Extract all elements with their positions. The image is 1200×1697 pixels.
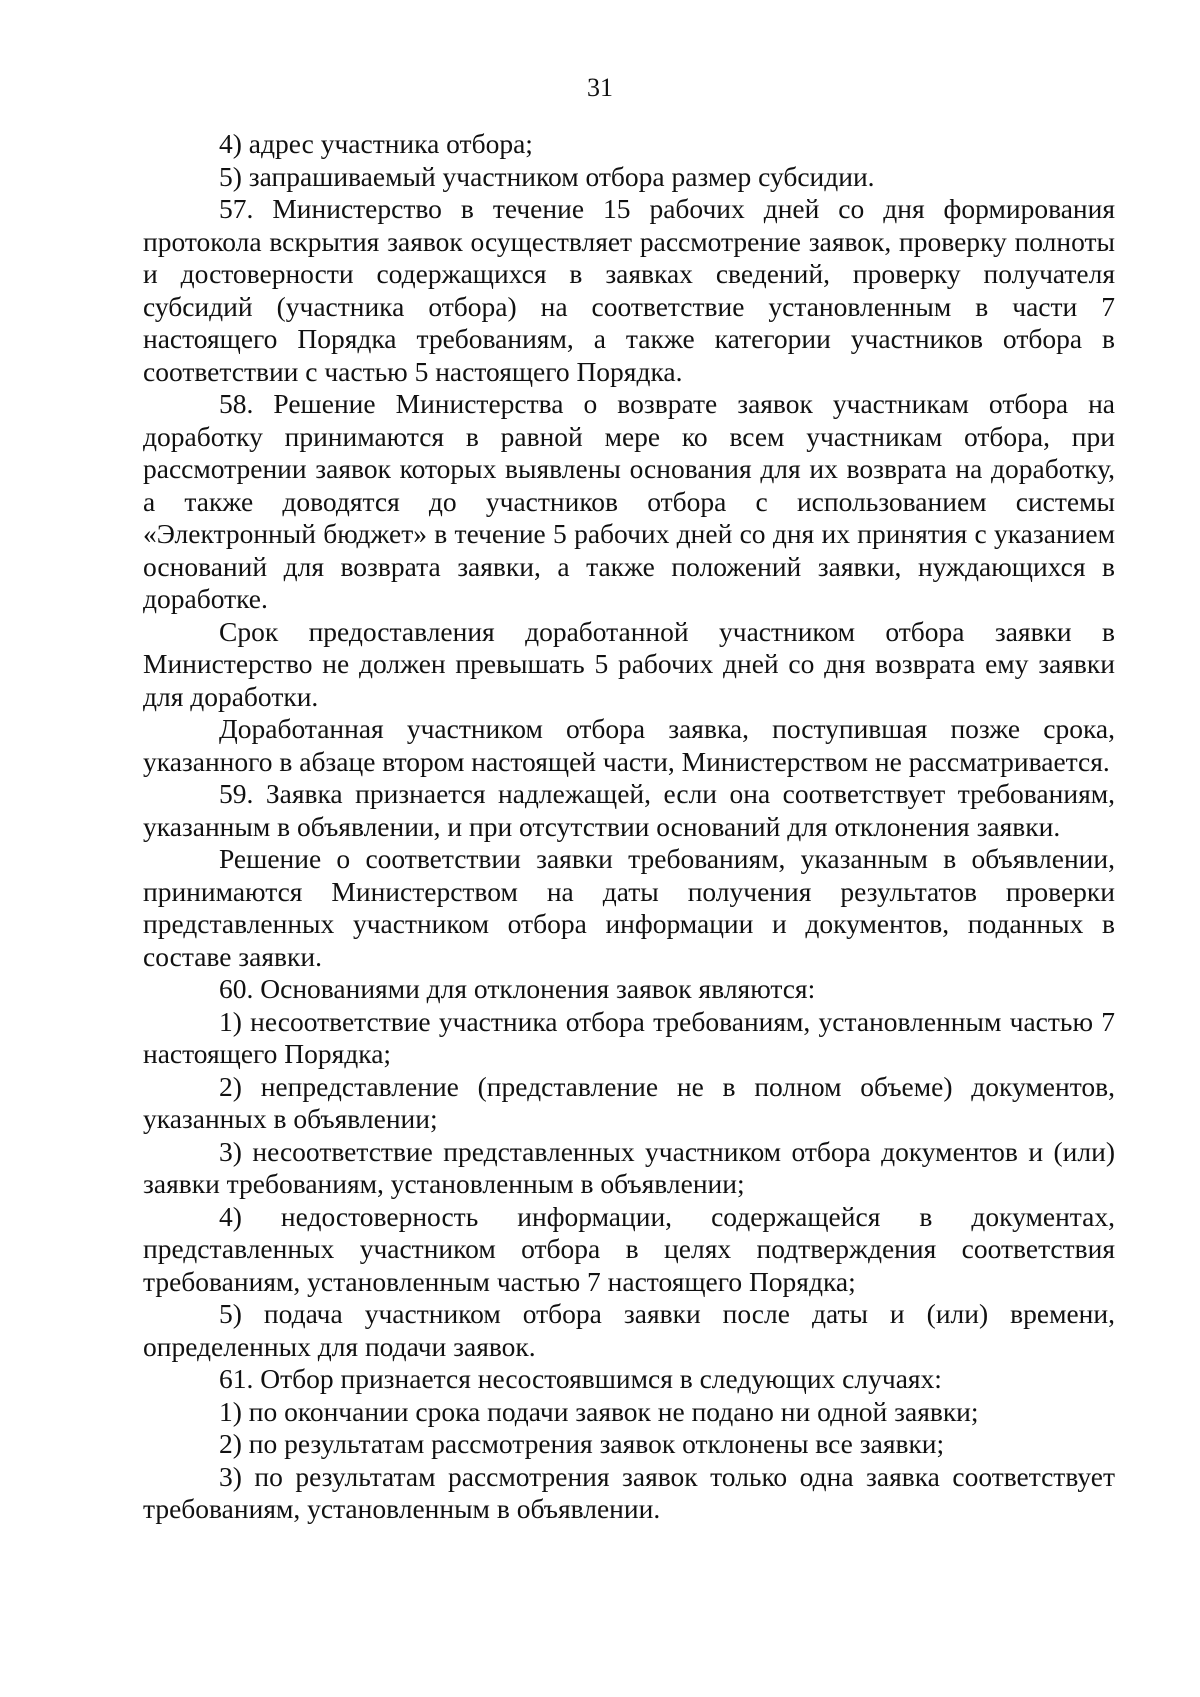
- paragraph-60-item-1: 1) несоответствие участника отбора требованиям, установленным частью 7 настоящего Порядка;: [143, 1005, 1115, 1069]
- paragraph-60: 60. Основаниями для отклонения заявок являются:: [219, 973, 816, 1004]
- paragraph-61-item-1: 1) по окончании срока подачи заявок не подано ни одной заявки;: [219, 1395, 979, 1427]
- paragraph-58-late-submission: Доработанная участником отбора заявка, поступившая позже срока, указанного в абзаце втором настоящей части, Министерством не рассматривается.: [143, 713, 1115, 777]
- paragraph-60-item-4: 4) недостоверность информации, содержащейся в документах, представленных участником отбора в целях подтверждения соответствия требованиям, установленным частью 7 настоящего Порядка;: [143, 1200, 1115, 1297]
- paragraph-59: 59. Заявка признается надлежащей, если она соответствует требованиям, указанным в объявлении, и при отсутствии оснований для отклонения заявки.: [143, 778, 1115, 842]
- paragraph-60-item-5: 5) подача участником отбора заявки после даты и (или) времени, определенных для подачи заявок.: [143, 1298, 1115, 1362]
- paragraph-58-deadline: Срок предоставления доработанной участником отбора заявки в Министерство не должен превышать 5 рабочих дней со дня возврата ему заявки для доработки.: [143, 615, 1115, 712]
- paragraph-61-item-3: 3) по результатам рассмотрения заявок только одна заявка соответствует требованиям, установленным в объявлении.: [143, 1460, 1115, 1524]
- paragraph-59-decision: Решение о соответствии заявки требованиям, указанным в объявлении, принимаются Министерством на даты получения результатов проверки представленных участником отбора информации и документов, поданных в составе заявки.: [143, 843, 1115, 972]
- paragraph-61: 61. Отбор признается несостоявшимся в следующих случаях:: [219, 1363, 942, 1394]
- document-body: [143, 128, 1115, 1526]
- paragraph-60-item-2: 2) непредставление (представление не в полном объеме) документов, указанных в объявлении;: [143, 1070, 1115, 1134]
- page-number: 31: [587, 73, 613, 102]
- paragraph-58: 58. Решение Министерства о возврате заявок участникам отбора на доработку принимаются в равной мере ко всем участникам отбора, при рассмотрении заявок которых выявлены основания для их возврата на доработку, а также доводятся до участников отбора с использованием системы «Электронный бюджет» в течение 5 рабочих дней со дня их принятия с указанием оснований для возврата заявки, а также положений заявки, нуждающихся в доработке.: [143, 388, 1115, 614]
- paragraph-61-item-2: 2) по результатам рассмотрения заявок отклонены все заявки;: [219, 1428, 945, 1459]
- paragraph-item-4-address: 4) адрес участника отбора;: [219, 128, 533, 159]
- paragraph-57: 57. Министерство в течение 15 рабочих дней со дня формирования протокола вскрытия заявок осуществляет рассмотрение заявок, проверку полноты и достоверности содержащихся в заявках сведений, проверку получателя субсидий (участника отбора) на соответствие установленным в части 7 настоящего Порядка требованиям, а также категории участников отбора в соответствии с частью 5 настоящего Порядка.: [143, 193, 1115, 387]
- paragraph-60-item-3: 3) несоответствие представленных участником отбора документов и (или) заявки требованиям, установленным в объявлении;: [143, 1135, 1115, 1199]
- paragraph-item-5-subsidy-amount: 5) запрашиваемый участником отбора размер субсидии.: [219, 160, 875, 192]
